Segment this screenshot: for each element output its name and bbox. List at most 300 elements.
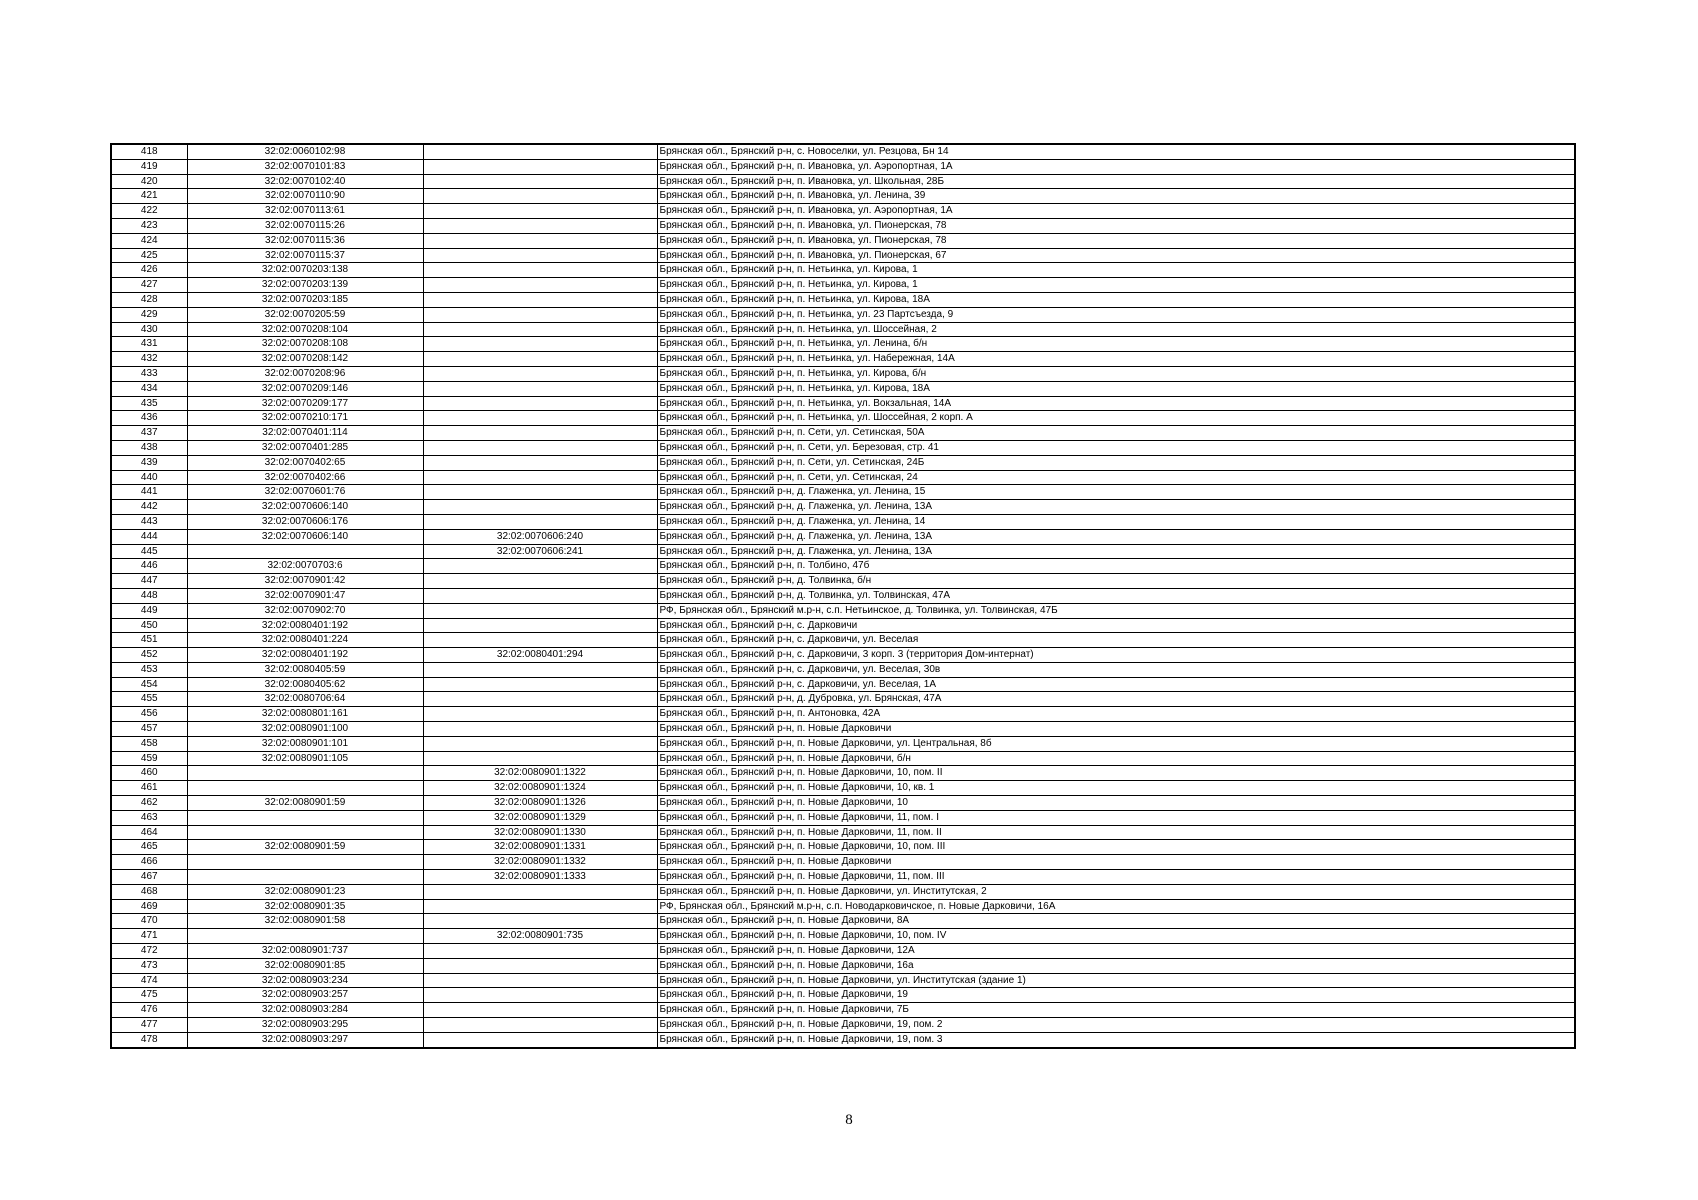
- table-row: [111, 796, 1575, 811]
- object-cadastral-number-cell: 32:02:0080901:1333: [423, 870, 657, 885]
- table-row: [111, 411, 1575, 426]
- row-number-cell: 456: [111, 707, 187, 722]
- row-number-cell: 476: [111, 1003, 187, 1018]
- cadastral-number-cell: 32:02:0080903:234: [187, 973, 423, 988]
- table-row: [111, 929, 1575, 944]
- object-cadastral-number-cell: [423, 218, 657, 233]
- address-cell: Брянская обл., Брянский р-н, д. Глаженка, ул. Ленина, 13А: [657, 500, 1575, 515]
- object-cadastral-number-cell: [423, 144, 657, 159]
- address-cell: Брянская обл., Брянский р-н, п. Новые Дарковичи: [657, 722, 1575, 737]
- row-number-cell: 455: [111, 692, 187, 707]
- table-row: [111, 958, 1575, 973]
- cadastral-number-cell: [187, 544, 423, 559]
- row-number-cell: 443: [111, 514, 187, 529]
- table-row: [111, 870, 1575, 885]
- object-cadastral-number-cell: [423, 426, 657, 441]
- object-cadastral-number-cell: 32:02:0080901:1331: [423, 840, 657, 855]
- row-number-cell: 468: [111, 884, 187, 899]
- cadastral-number-cell: 32:02:0070402:66: [187, 470, 423, 485]
- row-number-cell: 478: [111, 1032, 187, 1047]
- cadastral-number-cell: 32:02:0070606:140: [187, 529, 423, 544]
- object-cadastral-number-cell: 32:02:0070606:241: [423, 544, 657, 559]
- cadastral-number-cell: 32:02:0080903:284: [187, 1003, 423, 1018]
- cadastral-number-cell: 32:02:0080401:192: [187, 618, 423, 633]
- row-number-cell: 463: [111, 810, 187, 825]
- row-number-cell: 431: [111, 337, 187, 352]
- table-row: [111, 426, 1575, 441]
- row-number-cell: 425: [111, 248, 187, 263]
- row-number-cell: 420: [111, 174, 187, 189]
- cadastral-number-cell: 32:02:0080801:161: [187, 707, 423, 722]
- row-number-cell: 444: [111, 529, 187, 544]
- row-number-cell: 458: [111, 736, 187, 751]
- cadastral-number-cell: 32:02:0070402:65: [187, 455, 423, 470]
- table-row: [111, 381, 1575, 396]
- table-row: [111, 677, 1575, 692]
- row-number-cell: 451: [111, 633, 187, 648]
- cadastral-number-cell: 32:02:0070209:146: [187, 381, 423, 396]
- row-number-cell: 424: [111, 233, 187, 248]
- table-row: [111, 633, 1575, 648]
- registry-table-body: [111, 144, 1575, 1048]
- address-cell: Брянская обл., Брянский р-н, п. Нетьинка, ул. Кирова, б/н: [657, 366, 1575, 381]
- object-cadastral-number-cell: [423, 707, 657, 722]
- address-cell: Брянская обл., Брянский р-н, п. Новые Дарковичи, 10, пом. II: [657, 766, 1575, 781]
- table-row: [111, 692, 1575, 707]
- cadastral-number-cell: 32:02:0070210:171: [187, 411, 423, 426]
- address-cell: Брянская обл., Брянский р-н, п. Новые Дарковичи, 10: [657, 796, 1575, 811]
- address-cell: Брянская обл., Брянский р-н, п. Новые Дарковичи, 10, пом. IV: [657, 929, 1575, 944]
- address-cell: Брянская обл., Брянский р-н, с. Новоселки, ул. Резцова, Бн 14: [657, 144, 1575, 159]
- address-cell: Брянская обл., Брянский р-н, п. Новые Дарковичи, 19, пом. 3: [657, 1032, 1575, 1047]
- cadastral-number-cell: 32:02:0070203:138: [187, 263, 423, 278]
- cadastral-number-cell: [187, 810, 423, 825]
- row-number-cell: 432: [111, 352, 187, 367]
- row-number-cell: 475: [111, 988, 187, 1003]
- object-cadastral-number-cell: [423, 944, 657, 959]
- row-number-cell: 441: [111, 485, 187, 500]
- object-cadastral-number-cell: [423, 914, 657, 929]
- row-number-cell: 452: [111, 648, 187, 663]
- table-row: [111, 722, 1575, 737]
- cadastral-number-cell: 32:02:0070401:285: [187, 440, 423, 455]
- address-cell: Брянская обл., Брянский р-н, с. Дарковичи, ул. Веселая, 1А: [657, 677, 1575, 692]
- object-cadastral-number-cell: [423, 1018, 657, 1033]
- object-cadastral-number-cell: [423, 618, 657, 633]
- address-cell: Брянская обл., Брянский р-н, п. Новые Дарковичи, ул. Институтская (здание 1): [657, 973, 1575, 988]
- cadastral-number-cell: 32:02:0080901:101: [187, 736, 423, 751]
- table-row: [111, 455, 1575, 470]
- object-cadastral-number-cell: [423, 411, 657, 426]
- object-cadastral-number-cell: [423, 677, 657, 692]
- cadastral-number-cell: 32:02:0080401:192: [187, 648, 423, 663]
- table-row: [111, 810, 1575, 825]
- cadastral-number-cell: 32:02:0070901:42: [187, 574, 423, 589]
- object-cadastral-number-cell: [423, 263, 657, 278]
- row-number-cell: 433: [111, 366, 187, 381]
- row-number-cell: 461: [111, 781, 187, 796]
- object-cadastral-number-cell: [423, 159, 657, 174]
- row-number-cell: 423: [111, 218, 187, 233]
- address-cell: Брянская обл., Брянский р-н, п. Новые Дарковичи, 11, пом. III: [657, 870, 1575, 885]
- cadastral-number-cell: 32:02:0080903:297: [187, 1032, 423, 1047]
- address-cell: Брянская обл., Брянский р-н, п. Нетьинка, ул. Шоссейная, 2 корп. А: [657, 411, 1575, 426]
- object-cadastral-number-cell: [423, 692, 657, 707]
- address-cell: Брянская обл., Брянский р-н, д. Дубровка, ул. Брянская, 47А: [657, 692, 1575, 707]
- row-number-cell: 426: [111, 263, 187, 278]
- cadastral-number-cell: 32:02:0080405:59: [187, 662, 423, 677]
- cadastral-number-cell: 32:02:0080901:59: [187, 840, 423, 855]
- table-row: [111, 648, 1575, 663]
- cadastral-number-cell: 32:02:0070110:90: [187, 189, 423, 204]
- table-row: [111, 174, 1575, 189]
- address-cell: Брянская обл., Брянский р-н, д. Глаженка, ул. Ленина, 15: [657, 485, 1575, 500]
- cadastral-number-cell: 32:02:0070208:108: [187, 337, 423, 352]
- cadastral-number-cell: 32:02:0070703:6: [187, 559, 423, 574]
- object-cadastral-number-cell: [423, 233, 657, 248]
- table-row: [111, 500, 1575, 515]
- cadastral-number-cell: 32:02:0080901:59: [187, 796, 423, 811]
- object-cadastral-number-cell: [423, 470, 657, 485]
- object-cadastral-number-cell: [423, 278, 657, 293]
- address-cell: Брянская обл., Брянский р-н, п. Нетьинка, ул. Кирова, 1: [657, 263, 1575, 278]
- cadastral-number-cell: 32:02:0070102:40: [187, 174, 423, 189]
- table-row: [111, 914, 1575, 929]
- address-cell: Брянская обл., Брянский р-н, п. Нетьинка, ул. Ленина, б/н: [657, 337, 1575, 352]
- cadastral-number-cell: 32:02:0080901:737: [187, 944, 423, 959]
- cadastral-number-cell: [187, 781, 423, 796]
- address-cell: Брянская обл., Брянский р-н, с. Дарковичи, 3 корп. 3 (территория Дом-интернат): [657, 648, 1575, 663]
- object-cadastral-number-cell: [423, 189, 657, 204]
- row-number-cell: 462: [111, 796, 187, 811]
- cadastral-number-cell: 32:02:0080401:224: [187, 633, 423, 648]
- table-row: [111, 337, 1575, 352]
- table-row: [111, 1032, 1575, 1047]
- address-cell: Брянская обл., Брянский р-н, п. Ивановка, ул. Школьная, 28Б: [657, 174, 1575, 189]
- table-row: [111, 574, 1575, 589]
- address-cell: Брянская обл., Брянский р-н, п. Новые Дарковичи, 10, пом. III: [657, 840, 1575, 855]
- cadastral-number-cell: 32:02:0070208:142: [187, 352, 423, 367]
- cadastral-number-cell: 32:02:0070205:59: [187, 307, 423, 322]
- table-row: [111, 1018, 1575, 1033]
- object-cadastral-number-cell: [423, 1032, 657, 1047]
- address-cell: Брянская обл., Брянский р-н, п. Сети, ул. Сетинская, 24Б: [657, 455, 1575, 470]
- table-row: [111, 751, 1575, 766]
- object-cadastral-number-cell: 32:02:0080901:1326: [423, 796, 657, 811]
- address-cell: Брянская обл., Брянский р-н, п. Сети, ул. Березовая, стр. 41: [657, 440, 1575, 455]
- row-number-cell: 466: [111, 855, 187, 870]
- object-cadastral-number-cell: [423, 588, 657, 603]
- object-cadastral-number-cell: [423, 440, 657, 455]
- object-cadastral-number-cell: 32:02:0080901:1329: [423, 810, 657, 825]
- object-cadastral-number-cell: [423, 248, 657, 263]
- table-row: [111, 544, 1575, 559]
- object-cadastral-number-cell: [423, 322, 657, 337]
- object-cadastral-number-cell: [423, 500, 657, 515]
- object-cadastral-number-cell: [423, 559, 657, 574]
- address-cell: Брянская обл., Брянский р-н, п. Новые Дарковичи: [657, 855, 1575, 870]
- address-cell: Брянская обл., Брянский р-н, п. Нетьинка, ул. 23 Партсъезда, 9: [657, 307, 1575, 322]
- object-cadastral-number-cell: [423, 574, 657, 589]
- object-cadastral-number-cell: [423, 514, 657, 529]
- table-row: [111, 855, 1575, 870]
- address-cell: Брянская обл., Брянский р-н, с. Дарковичи, ул. Веселая: [657, 633, 1575, 648]
- row-number-cell: 428: [111, 292, 187, 307]
- row-number-cell: 436: [111, 411, 187, 426]
- table-row: [111, 233, 1575, 248]
- object-cadastral-number-cell: 32:02:0080901:1330: [423, 825, 657, 840]
- address-cell: Брянская обл., Брянский р-н, с. Дарковичи: [657, 618, 1575, 633]
- table-row: [111, 307, 1575, 322]
- cadastral-number-cell: 32:02:0070115:36: [187, 233, 423, 248]
- cadastral-number-cell: [187, 855, 423, 870]
- cadastral-number-cell: [187, 870, 423, 885]
- cadastral-number-cell: 32:02:0070203:139: [187, 278, 423, 293]
- cadastral-number-cell: 32:02:0080405:62: [187, 677, 423, 692]
- cadastral-number-cell: 32:02:0070901:47: [187, 588, 423, 603]
- address-cell: Брянская обл., Брянский р-н, п. Нетьинка, ул. Вокзальная, 14А: [657, 396, 1575, 411]
- row-number-cell: 465: [111, 840, 187, 855]
- object-cadastral-number-cell: [423, 973, 657, 988]
- address-cell: Брянская обл., Брянский р-н, д. Толвинка, ул. Толвинская, 47А: [657, 588, 1575, 603]
- object-cadastral-number-cell: [423, 884, 657, 899]
- page-number: 8: [845, 1112, 853, 1128]
- table-row: [111, 470, 1575, 485]
- address-cell: РФ, Брянская обл., Брянский м.р-н, с.п. Новодарковичское, п. Новые Дарковичи, 16А: [657, 899, 1575, 914]
- row-number-cell: 437: [111, 426, 187, 441]
- table-row: [111, 944, 1575, 959]
- address-cell: Брянская обл., Брянский р-н, д. Глаженка, ул. Ленина, 14: [657, 514, 1575, 529]
- table-row: [111, 189, 1575, 204]
- object-cadastral-number-cell: [423, 366, 657, 381]
- cadastral-number-cell: 32:02:0070606:140: [187, 500, 423, 515]
- row-number-cell: 434: [111, 381, 187, 396]
- address-cell: Брянская обл., Брянский р-н, п. Новые Дарковичи, 16а: [657, 958, 1575, 973]
- cadastral-number-cell: 32:02:0070113:61: [187, 204, 423, 219]
- row-number-cell: 418: [111, 144, 187, 159]
- object-cadastral-number-cell: [423, 603, 657, 618]
- table-row: [111, 263, 1575, 278]
- row-number-cell: 457: [111, 722, 187, 737]
- address-cell: Брянская обл., Брянский р-н, п. Толбино, 47б: [657, 559, 1575, 574]
- object-cadastral-number-cell: [423, 485, 657, 500]
- cadastral-number-cell: [187, 766, 423, 781]
- row-number-cell: 440: [111, 470, 187, 485]
- object-cadastral-number-cell: [423, 381, 657, 396]
- row-number-cell: 464: [111, 825, 187, 840]
- object-cadastral-number-cell: [423, 722, 657, 737]
- table-row: [111, 618, 1575, 633]
- cadastral-number-cell: 32:02:0070115:37: [187, 248, 423, 263]
- address-cell: Брянская обл., Брянский р-н, п. Ивановка, ул. Пионерская, 78: [657, 218, 1575, 233]
- object-cadastral-number-cell: [423, 455, 657, 470]
- row-number-cell: 449: [111, 603, 187, 618]
- table-row: [111, 899, 1575, 914]
- address-cell: Брянская обл., Брянский р-н, п. Новые Дарковичи, 12А: [657, 944, 1575, 959]
- address-cell: Брянская обл., Брянский р-н, п. Новые Дарковичи, ул. Центральная, 8б: [657, 736, 1575, 751]
- table-row: [111, 352, 1575, 367]
- object-cadastral-number-cell: [423, 958, 657, 973]
- object-cadastral-number-cell: 32:02:0080901:1324: [423, 781, 657, 796]
- table-row: [111, 485, 1575, 500]
- cadastral-number-cell: 32:02:0080903:295: [187, 1018, 423, 1033]
- object-cadastral-number-cell: [423, 352, 657, 367]
- cadastral-number-cell: 32:02:0070209:177: [187, 396, 423, 411]
- cadastral-number-cell: [187, 825, 423, 840]
- table-row: [111, 988, 1575, 1003]
- table-row: [111, 514, 1575, 529]
- object-cadastral-number-cell: [423, 204, 657, 219]
- object-cadastral-number-cell: [423, 292, 657, 307]
- address-cell: Брянская обл., Брянский р-н, п. Новые Дарковичи, б/н: [657, 751, 1575, 766]
- table-row: [111, 707, 1575, 722]
- address-cell: Брянская обл., Брянский р-н, п. Новые Дарковичи, 10, кв. 1: [657, 781, 1575, 796]
- table-row: [111, 322, 1575, 337]
- row-number-cell: 467: [111, 870, 187, 885]
- cadastral-number-cell: 32:02:0080901:85: [187, 958, 423, 973]
- address-cell: Брянская обл., Брянский р-н, с. Дарковичи, ул. Веселая, 30в: [657, 662, 1575, 677]
- address-cell: Брянская обл., Брянский р-н, п. Новые Дарковичи, 19: [657, 988, 1575, 1003]
- row-number-cell: 435: [111, 396, 187, 411]
- cadastral-number-cell: 32:02:0070902:70: [187, 603, 423, 618]
- cadastral-number-cell: 32:02:0070208:96: [187, 366, 423, 381]
- cadastral-number-cell: 32:02:0070606:176: [187, 514, 423, 529]
- table-row: [111, 218, 1575, 233]
- cadastral-number-cell: 32:02:0070601:76: [187, 485, 423, 500]
- address-cell: Брянская обл., Брянский р-н, д. Толвинка, б/н: [657, 574, 1575, 589]
- table-row: [111, 884, 1575, 899]
- registry-table: [110, 143, 1576, 1049]
- row-number-cell: 450: [111, 618, 187, 633]
- address-cell: Брянская обл., Брянский р-н, п. Сети, ул. Сетинская, 24: [657, 470, 1575, 485]
- address-cell: Брянская обл., Брянский р-н, п. Новые Дарковичи, 8А: [657, 914, 1575, 929]
- row-number-cell: 427: [111, 278, 187, 293]
- row-number-cell: 454: [111, 677, 187, 692]
- row-number-cell: 422: [111, 204, 187, 219]
- object-cadastral-number-cell: 32:02:0080401:294: [423, 648, 657, 663]
- object-cadastral-number-cell: [423, 988, 657, 1003]
- table-row: [111, 781, 1575, 796]
- row-number-cell: 460: [111, 766, 187, 781]
- row-number-cell: 472: [111, 944, 187, 959]
- address-cell: Брянская обл., Брянский р-н, п. Ивановка, ул. Аэропортная, 1А: [657, 204, 1575, 219]
- object-cadastral-number-cell: 32:02:0080901:735: [423, 929, 657, 944]
- address-cell: Брянская обл., Брянский р-н, п. Ивановка, ул. Пионерская, 67: [657, 248, 1575, 263]
- address-cell: Брянская обл., Брянский р-н, п. Ивановка, ул. Аэропортная, 1А: [657, 159, 1575, 174]
- address-cell: Брянская обл., Брянский р-н, д. Глаженка, ул. Ленина, 13А: [657, 529, 1575, 544]
- table-row: [111, 159, 1575, 174]
- address-cell: Брянская обл., Брянский р-н, п. Новые Дарковичи, ул. Институтская, 2: [657, 884, 1575, 899]
- row-number-cell: 430: [111, 322, 187, 337]
- row-number-cell: 438: [111, 440, 187, 455]
- address-cell: Брянская обл., Брянский р-н, п. Нетьинка, ул. Кирова, 1: [657, 278, 1575, 293]
- table-row: [111, 248, 1575, 263]
- cadastral-number-cell: 32:02:0070208:104: [187, 322, 423, 337]
- cadastral-number-cell: 32:02:0070101:83: [187, 159, 423, 174]
- row-number-cell: 473: [111, 958, 187, 973]
- table-row: [111, 440, 1575, 455]
- object-cadastral-number-cell: 32:02:0080901:1332: [423, 855, 657, 870]
- row-number-cell: 477: [111, 1018, 187, 1033]
- address-cell: Брянская обл., Брянский р-н, п. Антоновка, 42А: [657, 707, 1575, 722]
- address-cell: Брянская обл., Брянский р-н, п. Нетьинка, ул. Кирова, 18А: [657, 292, 1575, 307]
- object-cadastral-number-cell: 32:02:0080901:1322: [423, 766, 657, 781]
- row-number-cell: 445: [111, 544, 187, 559]
- object-cadastral-number-cell: [423, 751, 657, 766]
- table-row: [111, 603, 1575, 618]
- table-row: [111, 973, 1575, 988]
- cadastral-number-cell: 32:02:0070203:185: [187, 292, 423, 307]
- table-row: [111, 144, 1575, 159]
- table-row: [111, 662, 1575, 677]
- row-number-cell: 471: [111, 929, 187, 944]
- address-cell: Брянская обл., Брянский р-н, п. Новые Дарковичи, 11, пом. I: [657, 810, 1575, 825]
- cadastral-number-cell: 32:02:0080901:58: [187, 914, 423, 929]
- table-row: [111, 292, 1575, 307]
- row-number-cell: 429: [111, 307, 187, 322]
- object-cadastral-number-cell: [423, 174, 657, 189]
- address-cell: Брянская обл., Брянский р-н, п. Сети, ул. Сетинская, 50А: [657, 426, 1575, 441]
- address-cell: РФ, Брянская обл., Брянский м.р-н, с.п. Нетьинское, д. Толвинка, ул. Толвинская, 47Б: [657, 603, 1575, 618]
- cadastral-number-cell: 32:02:0080901:35: [187, 899, 423, 914]
- object-cadastral-number-cell: [423, 307, 657, 322]
- table-row: [111, 278, 1575, 293]
- row-number-cell: 442: [111, 500, 187, 515]
- cadastral-number-cell: 32:02:0070401:114: [187, 426, 423, 441]
- row-number-cell: 419: [111, 159, 187, 174]
- table-row: [111, 825, 1575, 840]
- table-row: [111, 204, 1575, 219]
- object-cadastral-number-cell: [423, 396, 657, 411]
- row-number-cell: 447: [111, 574, 187, 589]
- address-cell: Брянская обл., Брянский р-н, п. Новые Дарковичи, 19, пом. 2: [657, 1018, 1575, 1033]
- object-cadastral-number-cell: [423, 1003, 657, 1018]
- row-number-cell: 448: [111, 588, 187, 603]
- object-cadastral-number-cell: [423, 736, 657, 751]
- row-number-cell: 421: [111, 189, 187, 204]
- address-cell: Брянская обл., Брянский р-н, д. Глаженка, ул. Ленина, 13А: [657, 544, 1575, 559]
- row-number-cell: 453: [111, 662, 187, 677]
- object-cadastral-number-cell: [423, 633, 657, 648]
- table-row: [111, 529, 1575, 544]
- object-cadastral-number-cell: [423, 337, 657, 352]
- cadastral-number-cell: 32:02:0080901:105: [187, 751, 423, 766]
- table-row: [111, 1003, 1575, 1018]
- cadastral-number-cell: [187, 929, 423, 944]
- table-row: [111, 559, 1575, 574]
- cadastral-number-cell: 32:02:0080903:257: [187, 988, 423, 1003]
- cadastral-number-cell: 32:02:0080706:64: [187, 692, 423, 707]
- row-number-cell: 446: [111, 559, 187, 574]
- address-cell: Брянская обл., Брянский р-н, п. Ивановка, ул. Ленина, 39: [657, 189, 1575, 204]
- cadastral-number-cell: 32:02:0080901:23: [187, 884, 423, 899]
- address-cell: Брянская обл., Брянский р-н, п. Нетьинка, ул. Кирова, 18А: [657, 381, 1575, 396]
- table-row: [111, 396, 1575, 411]
- object-cadastral-number-cell: 32:02:0070606:240: [423, 529, 657, 544]
- row-number-cell: 474: [111, 973, 187, 988]
- cadastral-number-cell: 32:02:0060102:98: [187, 144, 423, 159]
- table-row: [111, 588, 1575, 603]
- table-row: [111, 366, 1575, 381]
- cadastral-number-cell: 32:02:0070115:26: [187, 218, 423, 233]
- row-number-cell: 459: [111, 751, 187, 766]
- table-row: [111, 766, 1575, 781]
- address-cell: Брянская обл., Брянский р-н, п. Нетьинка, ул. Набережная, 14А: [657, 352, 1575, 367]
- address-cell: Брянская обл., Брянский р-н, п. Ивановка, ул. Пионерская, 78: [657, 233, 1575, 248]
- address-cell: Брянская обл., Брянский р-н, п. Новые Дарковичи, 7Б: [657, 1003, 1575, 1018]
- row-number-cell: 439: [111, 455, 187, 470]
- address-cell: Брянская обл., Брянский р-н, п. Новые Дарковичи, 11, пом. II: [657, 825, 1575, 840]
